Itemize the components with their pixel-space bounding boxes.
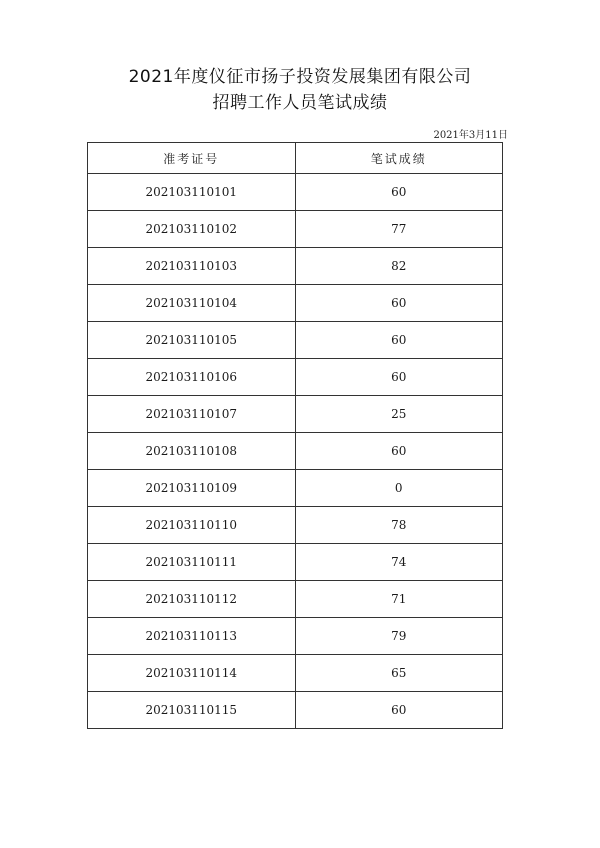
score-cell: 60 (295, 174, 503, 211)
exam-id-cell: 202103110110 (88, 507, 296, 544)
exam-id-cell: 202103110112 (88, 581, 296, 618)
score-cell: 60 (295, 359, 503, 396)
score-cell: 78 (295, 507, 503, 544)
exam-id-cell: 202103110114 (88, 655, 296, 692)
table-row (88, 544, 503, 581)
header-exam-id: 准考证号 (88, 143, 296, 174)
table-row (88, 618, 503, 655)
score-table (87, 142, 503, 729)
table-row (88, 322, 503, 359)
score-cell: 25 (295, 396, 503, 433)
table-row (88, 655, 503, 692)
exam-id-cell: 202103110103 (88, 248, 296, 285)
table-row (88, 359, 503, 396)
score-cell: 77 (295, 211, 503, 248)
score-cell: 60 (295, 433, 503, 470)
document-date: 2021年3月11日 (433, 130, 508, 141)
exam-id-cell: 202103110106 (88, 359, 296, 396)
exam-id-cell: 202103110115 (88, 692, 296, 729)
title-line-1: 2021年度仪征市扬子投资发展集团有限公司 (128, 67, 472, 87)
title-line-2: 招聘工作人员笔试成绩 (212, 93, 388, 113)
table-row (88, 174, 503, 211)
table-row (88, 211, 503, 248)
exam-id-cell: 202103110108 (88, 433, 296, 470)
score-cell: 65 (295, 655, 503, 692)
exam-id-cell: 202103110105 (88, 322, 296, 359)
table-row (88, 248, 503, 285)
score-cell: 74 (295, 544, 503, 581)
table-row (88, 396, 503, 433)
exam-id-cell: 202103110111 (88, 544, 296, 581)
score-cell: 60 (295, 285, 503, 322)
exam-id-cell: 202103110107 (88, 396, 296, 433)
header-written-score: 笔试成绩 (295, 143, 503, 174)
score-cell: 71 (295, 581, 503, 618)
exam-id-cell: 202103110113 (88, 618, 296, 655)
score-cell: 82 (295, 248, 503, 285)
score-cell: 0 (295, 470, 503, 507)
exam-id-cell: 202103110102 (88, 211, 296, 248)
exam-id-cell: 202103110104 (88, 285, 296, 322)
table-row (88, 507, 503, 544)
score-cell: 79 (295, 618, 503, 655)
table-row (88, 433, 503, 470)
document-title (0, 64, 600, 116)
table-header-row (88, 143, 503, 174)
exam-id-cell: 202103110101 (88, 174, 296, 211)
table-row (88, 581, 503, 618)
table-row (88, 692, 503, 729)
score-cell: 60 (295, 692, 503, 729)
exam-id-cell: 202103110109 (88, 470, 296, 507)
table-row (88, 285, 503, 322)
table-row (88, 470, 503, 507)
score-cell: 60 (295, 322, 503, 359)
table-body (88, 174, 503, 729)
